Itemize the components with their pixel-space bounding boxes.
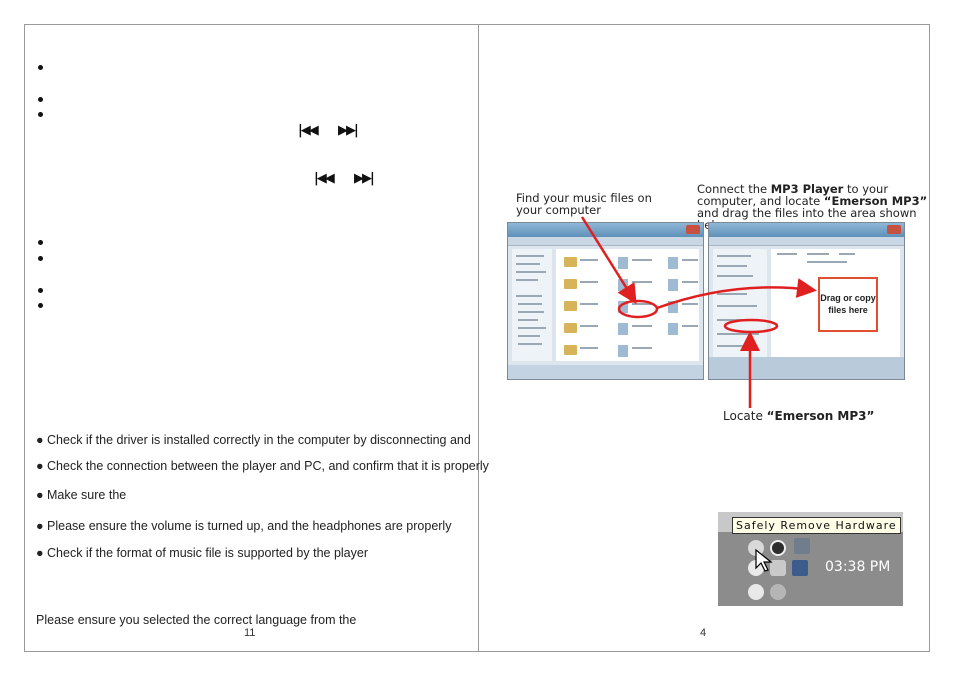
refresh-icon [770,584,786,600]
bullet [38,240,43,245]
bullet [38,97,43,102]
language-line: Please ensure you selected the correct language from the [36,613,357,627]
page-divider [478,24,479,652]
wireless-icon [794,538,810,554]
connect-caption: Connect the MP3 Player to your computer, and locate “Emerson MP3” and drag the files into the area shown [697,182,928,220]
mouse-cursor-icon [754,548,774,574]
troubleshoot-line: ● Check if the driver is installed correctly in the computer by disconnecting and [36,433,471,447]
drop-target-label: Drag or copy files here [820,293,876,315]
troubleshoot-line: ● Make sure the [36,488,127,502]
safely-remove-tooltip: Safely Remove Hardware [732,517,901,534]
tray-clock: 03:38 PM [825,559,891,575]
drop-target-box [818,277,878,332]
skip-back-icon: |◀◀ [314,171,333,186]
skip-forward-icon: ▶▶| [338,123,357,138]
locate-caption: Locate “Emerson MP3” [723,409,875,423]
skip-back-icon: |◀◀ [298,123,317,138]
troubleshoot-line: ● Check if the format of music file is supported by the player [36,546,369,560]
bullet [38,65,43,70]
troubleshoot-line: ● Check the connection between the player and PC, and confirm that it is properly [36,459,489,473]
bullet [38,288,43,293]
troubleshoot-line: ● Please ensure the volume is turned up, and the headphones are properly [36,519,452,533]
display-icon [792,560,808,576]
page-number-left: 11 [244,627,256,639]
find-files-caption: Find your music files on your computer [516,191,652,217]
bullet [38,303,43,308]
explorer-window-computer [507,222,704,380]
page-number-right: 4 [700,627,707,639]
system-tray-screenshot [718,512,903,606]
bullet [38,256,43,261]
skip-forward-icon: ▶▶| [354,171,373,186]
shield-icon [748,584,764,600]
bullet [38,112,43,117]
